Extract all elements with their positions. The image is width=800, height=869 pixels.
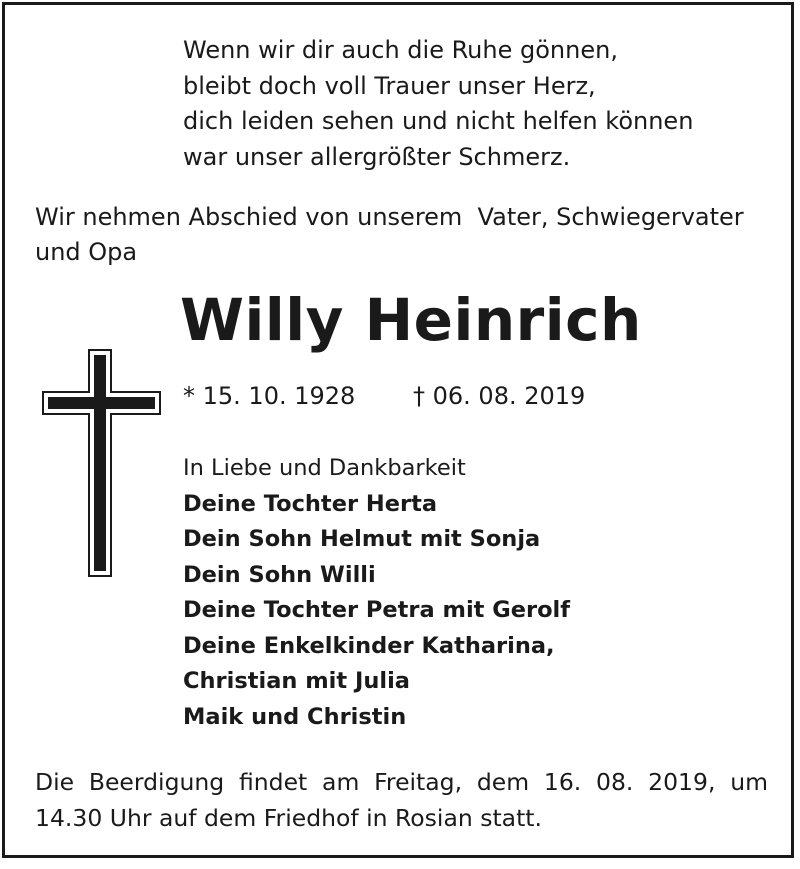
- birth-date: * 15. 10. 1928: [183, 382, 356, 410]
- poem-line: dich leiden sehen und nicht helfen können: [183, 107, 694, 135]
- mourner-line: Christian mit Julia: [183, 668, 410, 694]
- funeral-info: [35, 764, 768, 836]
- mourners-heading: In Liebe und Dankbarkeit: [183, 455, 466, 481]
- intro-line: und Opa: [35, 238, 138, 266]
- mourner-line: Deine Tochter Herta: [183, 490, 438, 517]
- poem-line: war unser allergrößter Schmerz.: [183, 142, 571, 171]
- mourner-line: Maik und Christin: [183, 703, 407, 730]
- funeral-line: Die Beerdigung findet am Freitag, dem 16. 08. 2019, um: [35, 768, 768, 796]
- mourners-list: [183, 451, 570, 735]
- mourner-line: Dein Sohn Willi: [183, 561, 376, 588]
- life-dates: [183, 379, 585, 413]
- intro-line: Wir nehmen Abschied von unserem Vater, Schwiegervater: [35, 203, 744, 231]
- intro-text: [35, 200, 744, 270]
- cross-icon: [42, 349, 164, 579]
- mourner-line: Deine Enkelkinder Katharina,: [183, 632, 555, 659]
- poem: [183, 33, 693, 175]
- deceased-name: Willy Heinrich: [180, 286, 642, 354]
- mourner-line: Deine Tochter Petra mit Gerolf: [183, 597, 571, 623]
- funeral-line: 14.30 Uhr auf dem Friedhof in Rosian statt.: [35, 804, 542, 832]
- death-date: † 06. 08. 2019: [413, 382, 586, 410]
- poem-line: bleibt doch voll Trauer unser Herz,: [183, 71, 596, 100]
- poem-line: Wenn wir dir auch die Ruhe gönnen,: [183, 36, 618, 64]
- mourner-line: Dein Sohn Helmut mit Sonja: [183, 526, 541, 552]
